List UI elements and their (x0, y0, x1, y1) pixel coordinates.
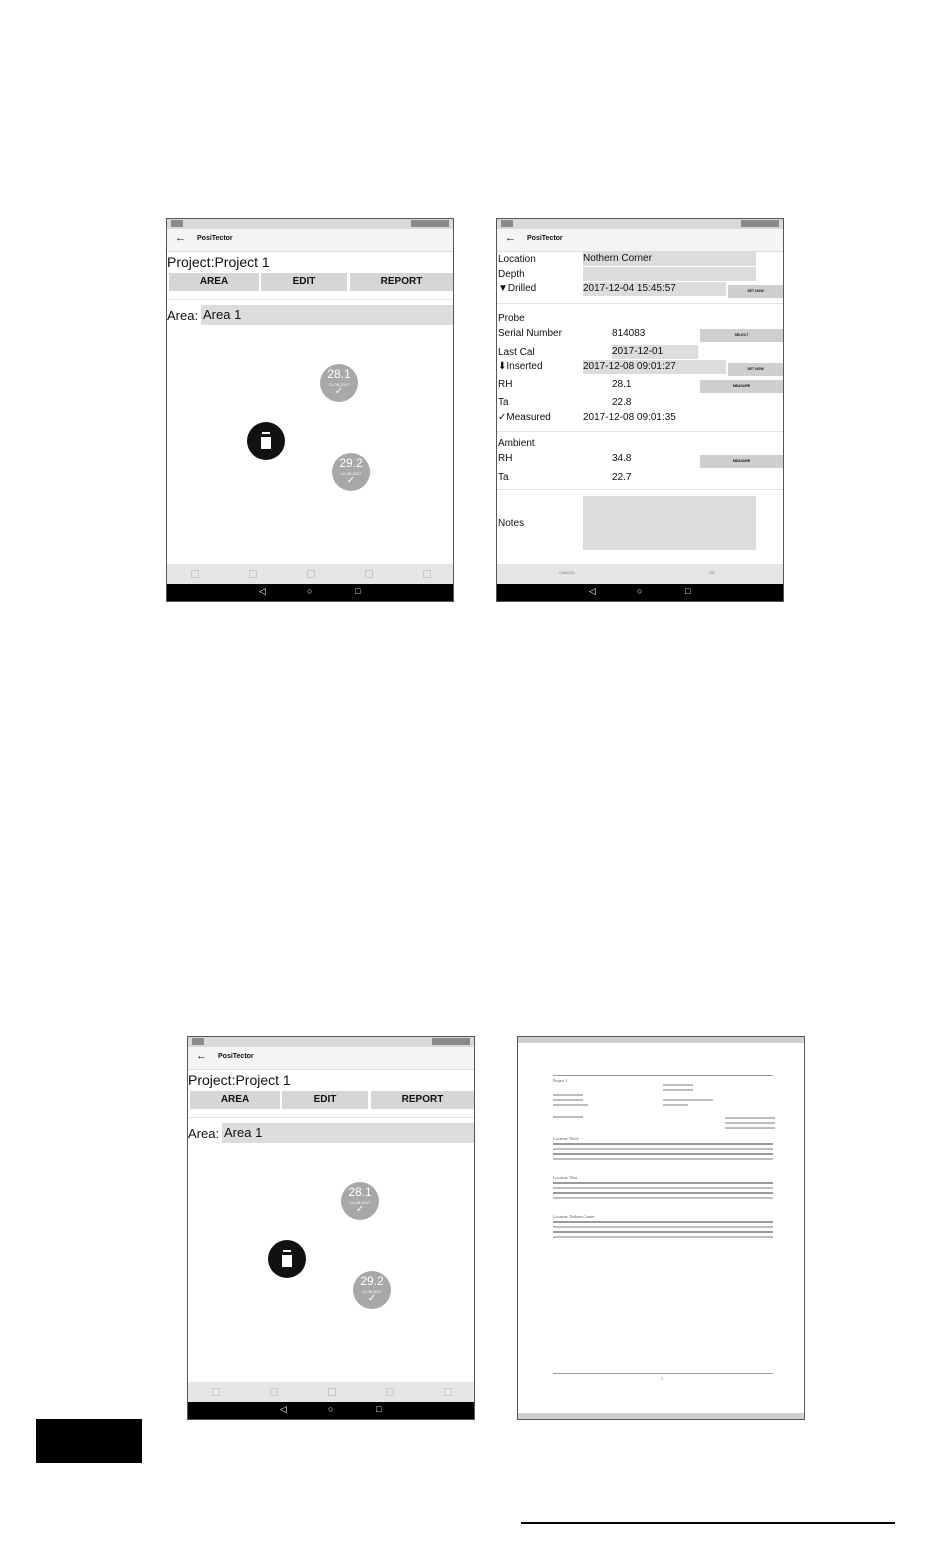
inserted-label: ⬇Inserted (498, 361, 543, 372)
action-button-row (188, 1091, 474, 1109)
nav-home-icon[interactable]: ○ (637, 586, 643, 596)
settings-icon[interactable] (423, 570, 431, 578)
serial-value: 814083 (612, 328, 646, 339)
report-row-shaded (553, 1143, 773, 1145)
report-text-line (725, 1117, 775, 1119)
nav-back-icon[interactable]: ◁ (280, 1404, 287, 1414)
measured-label: ✓Measured (498, 412, 551, 423)
drilled-value: 2017-12-04 15:45:57 (583, 283, 676, 294)
app-title: PosiTector (218, 1053, 254, 1060)
app-bar (167, 229, 453, 252)
report-text-line (663, 1089, 693, 1091)
ambient-ta-value: 22.7 (612, 472, 632, 483)
project-title: Project:Project 1 (167, 254, 270, 270)
insert-arrow-icon: ⬇ (498, 361, 507, 372)
divider (497, 489, 783, 490)
report-text-line (553, 1116, 583, 1118)
edit-button[interactable]: EDIT (282, 1091, 368, 1109)
check-icon: ✓ (334, 386, 344, 397)
system-nav-bar (167, 584, 453, 601)
bottom-toolbar (188, 1382, 474, 1402)
probe-marker[interactable] (247, 422, 285, 460)
drilled-set-now-button[interactable]: SET NOW (728, 285, 783, 298)
rh-value: 28.1 (612, 379, 632, 390)
area-selector[interactable] (222, 1123, 474, 1143)
delete-icon[interactable] (386, 1388, 394, 1396)
location-label: Location (498, 254, 536, 265)
delete-icon[interactable] (365, 570, 373, 578)
reading-date: 12-08-2017 (340, 471, 362, 476)
area-button[interactable]: AREA (169, 273, 259, 291)
add-icon[interactable] (191, 570, 199, 578)
divider (188, 1117, 474, 1118)
inserted-set-now-button[interactable]: SET NOW (728, 363, 783, 376)
screenshot-area-map-bottom (187, 1036, 475, 1420)
report-row-shaded (553, 1231, 773, 1233)
check-icon: ✓ (367, 1293, 377, 1304)
report-button[interactable]: REPORT (371, 1091, 474, 1109)
system-nav-bar (188, 1402, 474, 1419)
report-row (553, 1236, 773, 1238)
area-label: Area: (167, 308, 199, 323)
footer-rule (521, 1522, 895, 1524)
area-value: Area 1 (224, 1125, 263, 1140)
ta-value: 22.8 (612, 397, 632, 408)
area-button[interactable]: AREA (190, 1091, 280, 1109)
screenshot-report-preview (517, 1036, 805, 1420)
reading-value: 29.2 (339, 456, 363, 470)
location-value: Nothern Corner (583, 253, 652, 264)
report-text-line (663, 1084, 693, 1086)
measure-ambient-button[interactable]: MEASURE (700, 455, 783, 468)
location-field[interactable] (583, 252, 756, 266)
nav-home-icon[interactable]: ○ (328, 1404, 334, 1414)
reading-marker-2[interactable] (332, 453, 370, 491)
inserted-value: 2017-12-08 09:01:27 (583, 361, 676, 372)
cancel-button[interactable]: CANCEL (559, 570, 576, 575)
report-text-line (553, 1099, 583, 1101)
report-text-line (725, 1122, 775, 1124)
depth-label: Depth (498, 269, 525, 280)
probe-marker[interactable] (268, 1240, 306, 1278)
report-text-line (553, 1104, 588, 1106)
move-icon[interactable] (270, 1388, 278, 1396)
check-icon: ✓ (346, 475, 356, 486)
ta-label: Ta (498, 397, 509, 408)
probe-dash-icon (283, 1250, 291, 1252)
depth-field[interactable] (583, 267, 756, 281)
reading-marker-1[interactable] (320, 364, 358, 402)
serial-label: Serial Number (498, 328, 562, 339)
status-bar (188, 1037, 474, 1047)
report-text-line (663, 1104, 688, 1106)
select-icon[interactable] (307, 570, 315, 578)
select-probe-button[interactable]: SELECT (700, 329, 783, 342)
reading-marker-1[interactable] (341, 1182, 379, 1220)
report-text-line (725, 1127, 775, 1129)
app-title: PosiTector (197, 235, 233, 242)
drill-icon: ▼ (498, 283, 508, 294)
notes-field[interactable] (583, 496, 756, 550)
last-cal-value: 2017-12-01 (612, 346, 664, 357)
nav-back-icon[interactable]: ◁ (589, 586, 596, 596)
probe-section-label: Probe (498, 313, 525, 324)
report-row (553, 1158, 773, 1160)
area-label: Area: (188, 1126, 220, 1141)
report-bottom-rule (553, 1373, 773, 1374)
ambient-rh-label: RH (498, 453, 513, 464)
report-page-number: 1 (661, 1376, 663, 1381)
screenshot-area-map-top (166, 218, 454, 602)
action-button-row (167, 273, 453, 291)
report-row-shaded (553, 1221, 773, 1223)
move-icon[interactable] (249, 570, 257, 578)
rh-label: RH (498, 379, 513, 390)
report-row-shaded (553, 1192, 773, 1194)
measure-probe-button[interactable]: MEASURE (700, 380, 783, 393)
status-bar (167, 219, 453, 229)
add-icon[interactable] (212, 1388, 220, 1396)
nav-recents-icon[interactable]: □ (355, 586, 361, 596)
reading-marker-2[interactable] (353, 1271, 391, 1309)
divider (497, 431, 783, 432)
reading-value: 28.1 (327, 367, 351, 381)
report-location-1: Location: North (553, 1136, 579, 1141)
page-tab-marker (36, 1419, 142, 1463)
report-row (553, 1187, 773, 1189)
ambient-ta-label: Ta (498, 472, 509, 483)
report-row-shaded (553, 1182, 773, 1184)
ambient-rh-value: 34.8 (612, 453, 632, 464)
inserted-field[interactable] (583, 360, 726, 374)
report-footer-bar (518, 1413, 804, 1419)
drilled-field[interactable] (583, 282, 726, 296)
reading-value: 29.2 (360, 1274, 384, 1288)
report-text-line (553, 1094, 583, 1096)
settings-icon[interactable] (444, 1388, 452, 1396)
reading-date: 12-08-2017 (349, 1200, 371, 1205)
report-button[interactable]: REPORT (350, 273, 453, 291)
ok-button[interactable]: OK (709, 570, 715, 575)
reading-date: 12-08-2017 (328, 382, 350, 387)
report-top-rule (553, 1075, 773, 1076)
check-icon: ✓ (355, 1204, 365, 1215)
report-project-name: Project 1 (553, 1078, 568, 1083)
report-row (553, 1226, 773, 1228)
probe-icon (282, 1255, 292, 1267)
ambient-section-label: Ambient (498, 438, 535, 449)
probe-dash-icon (262, 432, 270, 434)
report-row-shaded (553, 1153, 773, 1155)
report-location-3: Location: Nothern Corner (553, 1214, 595, 1219)
nav-recents-icon[interactable]: □ (685, 586, 691, 596)
notes-label: Notes (498, 518, 525, 529)
divider (497, 303, 783, 304)
area-value: Area 1 (203, 307, 242, 322)
probe-icon (261, 437, 271, 449)
system-nav-bar (497, 584, 783, 601)
last-cal-field (612, 345, 698, 359)
check-icon: ✓ (498, 412, 507, 423)
screenshot-reading-detail (496, 218, 784, 602)
divider (167, 299, 453, 300)
back-arrow-icon[interactable]: ← (505, 232, 516, 244)
app-bar (497, 229, 783, 252)
report-text-line (663, 1099, 713, 1101)
report-row (553, 1148, 773, 1150)
app-title: PosiTector (527, 235, 563, 242)
back-arrow-icon[interactable]: ← (196, 1050, 207, 1062)
drilled-label: ▼Drilled (498, 283, 537, 294)
edit-button[interactable]: EDIT (261, 273, 347, 291)
reading-value: 28.1 (348, 1185, 372, 1199)
select-icon[interactable] (328, 1388, 336, 1396)
area-selector[interactable] (201, 305, 453, 325)
status-bar (497, 219, 783, 229)
nav-home-icon[interactable]: ○ (307, 586, 313, 596)
project-title: Project:Project 1 (188, 1072, 291, 1088)
report-header-bar (518, 1037, 804, 1043)
last-cal-label: Last Cal (498, 347, 535, 358)
report-location-2: Location: West (553, 1175, 578, 1180)
nav-recents-icon[interactable]: □ (376, 1404, 382, 1414)
dialog-action-bar (497, 564, 783, 584)
measured-value: 2017-12-08 09:01:35 (583, 412, 676, 423)
reading-date: 12-08-2017 (361, 1289, 383, 1294)
report-row (553, 1197, 773, 1199)
nav-back-icon[interactable]: ◁ (259, 586, 266, 596)
bottom-toolbar (167, 564, 453, 584)
app-bar (188, 1047, 474, 1070)
back-arrow-icon[interactable]: ← (175, 232, 186, 244)
